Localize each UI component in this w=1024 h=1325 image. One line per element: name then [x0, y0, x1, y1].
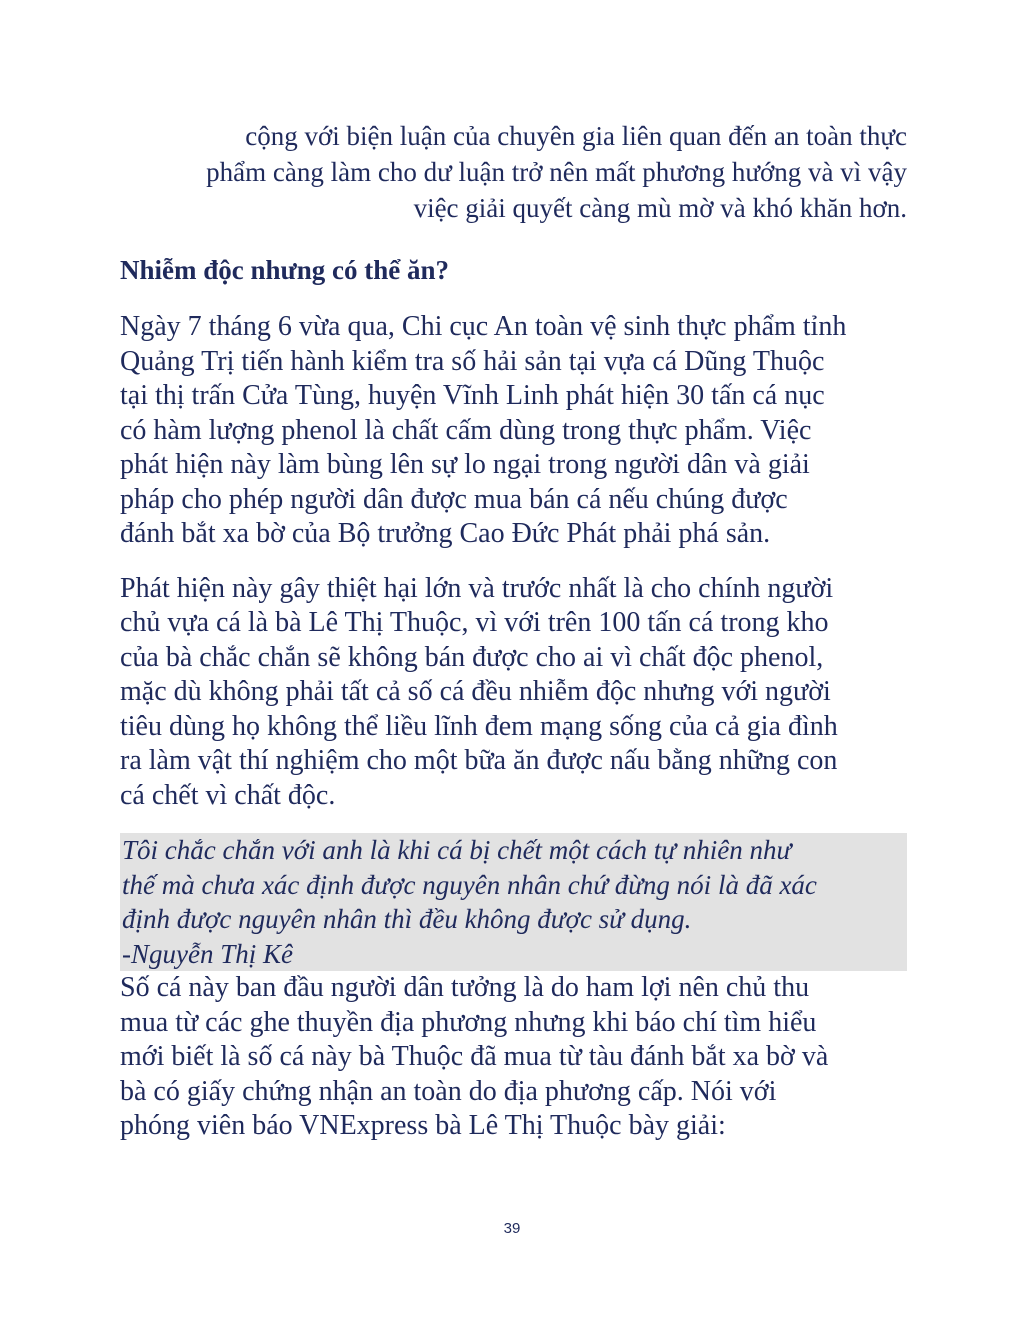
intro-line: phẩm càng làm cho dư luận trở nên mất phương hướng và vì vậy [206, 157, 907, 187]
intro-line: việc giải quyết càng mù mờ và khó khăn hơn. [413, 193, 907, 223]
quote-author: -Nguyễn Thị Kê [122, 938, 293, 969]
paragraph-line: ra làm vật thí nghiệm cho một bữa ăn được nấu bằng những con [120, 745, 838, 776]
pull-quote [120, 833, 907, 971]
page-number: 39 [503, 1220, 521, 1237]
quote-line: thế mà chưa xác định được nguyên nhân chứ đừng nói là đã xác [122, 869, 817, 900]
body-paragraph-2 [120, 572, 907, 814]
paragraph-line: pháp cho phép người dân được mua bán cá nếu chúng được [120, 483, 788, 515]
quote-line: Tôi chắc chắn với anh là khi cá bị chết một cách tự nhiên như [122, 835, 792, 865]
paragraph-line: Số cá này ban đầu người dân tưởng là do ham lợi nên chủ thu [120, 972, 810, 1003]
section-heading: Nhiễm độc nhưng có thể ăn? [120, 255, 449, 285]
body-paragraph-3 [120, 971, 907, 1144]
quote-line: định được nguyên nhân thì đều không được sử dụng. [122, 904, 692, 934]
paragraph-line: tại thị trấn Cửa Tùng, huyện Vĩnh Linh phát hiện 30 tấn cá nục [120, 380, 825, 411]
paragraph-line: Ngày 7 tháng 6 vừa qua, Chi cục An toàn vệ sinh thực phẩm tỉnh [120, 311, 847, 342]
paragraph-line: mặc dù không phải tất cả số cá đều nhiễm độc nhưng với người [120, 676, 831, 707]
paragraph-line: tiêu dùng họ không thể liều lĩnh đem mạng sống của cả gia đình [120, 710, 838, 742]
paragraph-line: có hàm lượng phenol là chất cấm dùng trong thực phẩm. Việc [120, 414, 812, 446]
paragraph-line: mới biết là số cá này bà Thuộc đã mua từ tàu đánh bắt xa bờ và [120, 1041, 829, 1072]
paragraph-line: phóng viên báo VNExpress bà Lê Thị Thuộc bày giải: [120, 1110, 726, 1141]
paragraph-line: Quảng Trị tiến hành kiểm tra số hải sản tại vựa cá Dũng Thuộc [120, 345, 825, 377]
paragraph-line: phát hiện này làm bùng lên sự lo ngại trong người dân và giải [120, 449, 810, 480]
document-page [120, 118, 907, 1164]
paragraph-line: chủ vựa cá là bà Lê Thị Thuộc, vì với trên 100 tấn cá trong kho [120, 607, 829, 638]
paragraph-line: Phát hiện này gây thiệt hại lớn và trước nhất là cho chính người [120, 572, 834, 604]
paragraph-line: đánh bắt xa bờ của Bộ trưởng Cao Đức Phát phải phá sản. [120, 518, 771, 549]
intro-paragraph [120, 118, 907, 226]
paragraph-line: của bà chắc chắn sẽ không bán được cho ai vì chất độc phenol, [120, 641, 824, 673]
body-paragraph-1 [120, 310, 907, 552]
paragraph-line: cá chết vì chất độc. [120, 779, 336, 811]
paragraph-line: bà có giấy chứng nhận an toàn do địa phương cấp. Nói với [120, 1075, 777, 1107]
paragraph-line: mua từ các ghe thuyền địa phương nhưng khi báo chí tìm hiểu [120, 1006, 817, 1038]
intro-line: cộng với biện luận của chuyên gia liên quan đến an toàn thực [245, 121, 907, 151]
